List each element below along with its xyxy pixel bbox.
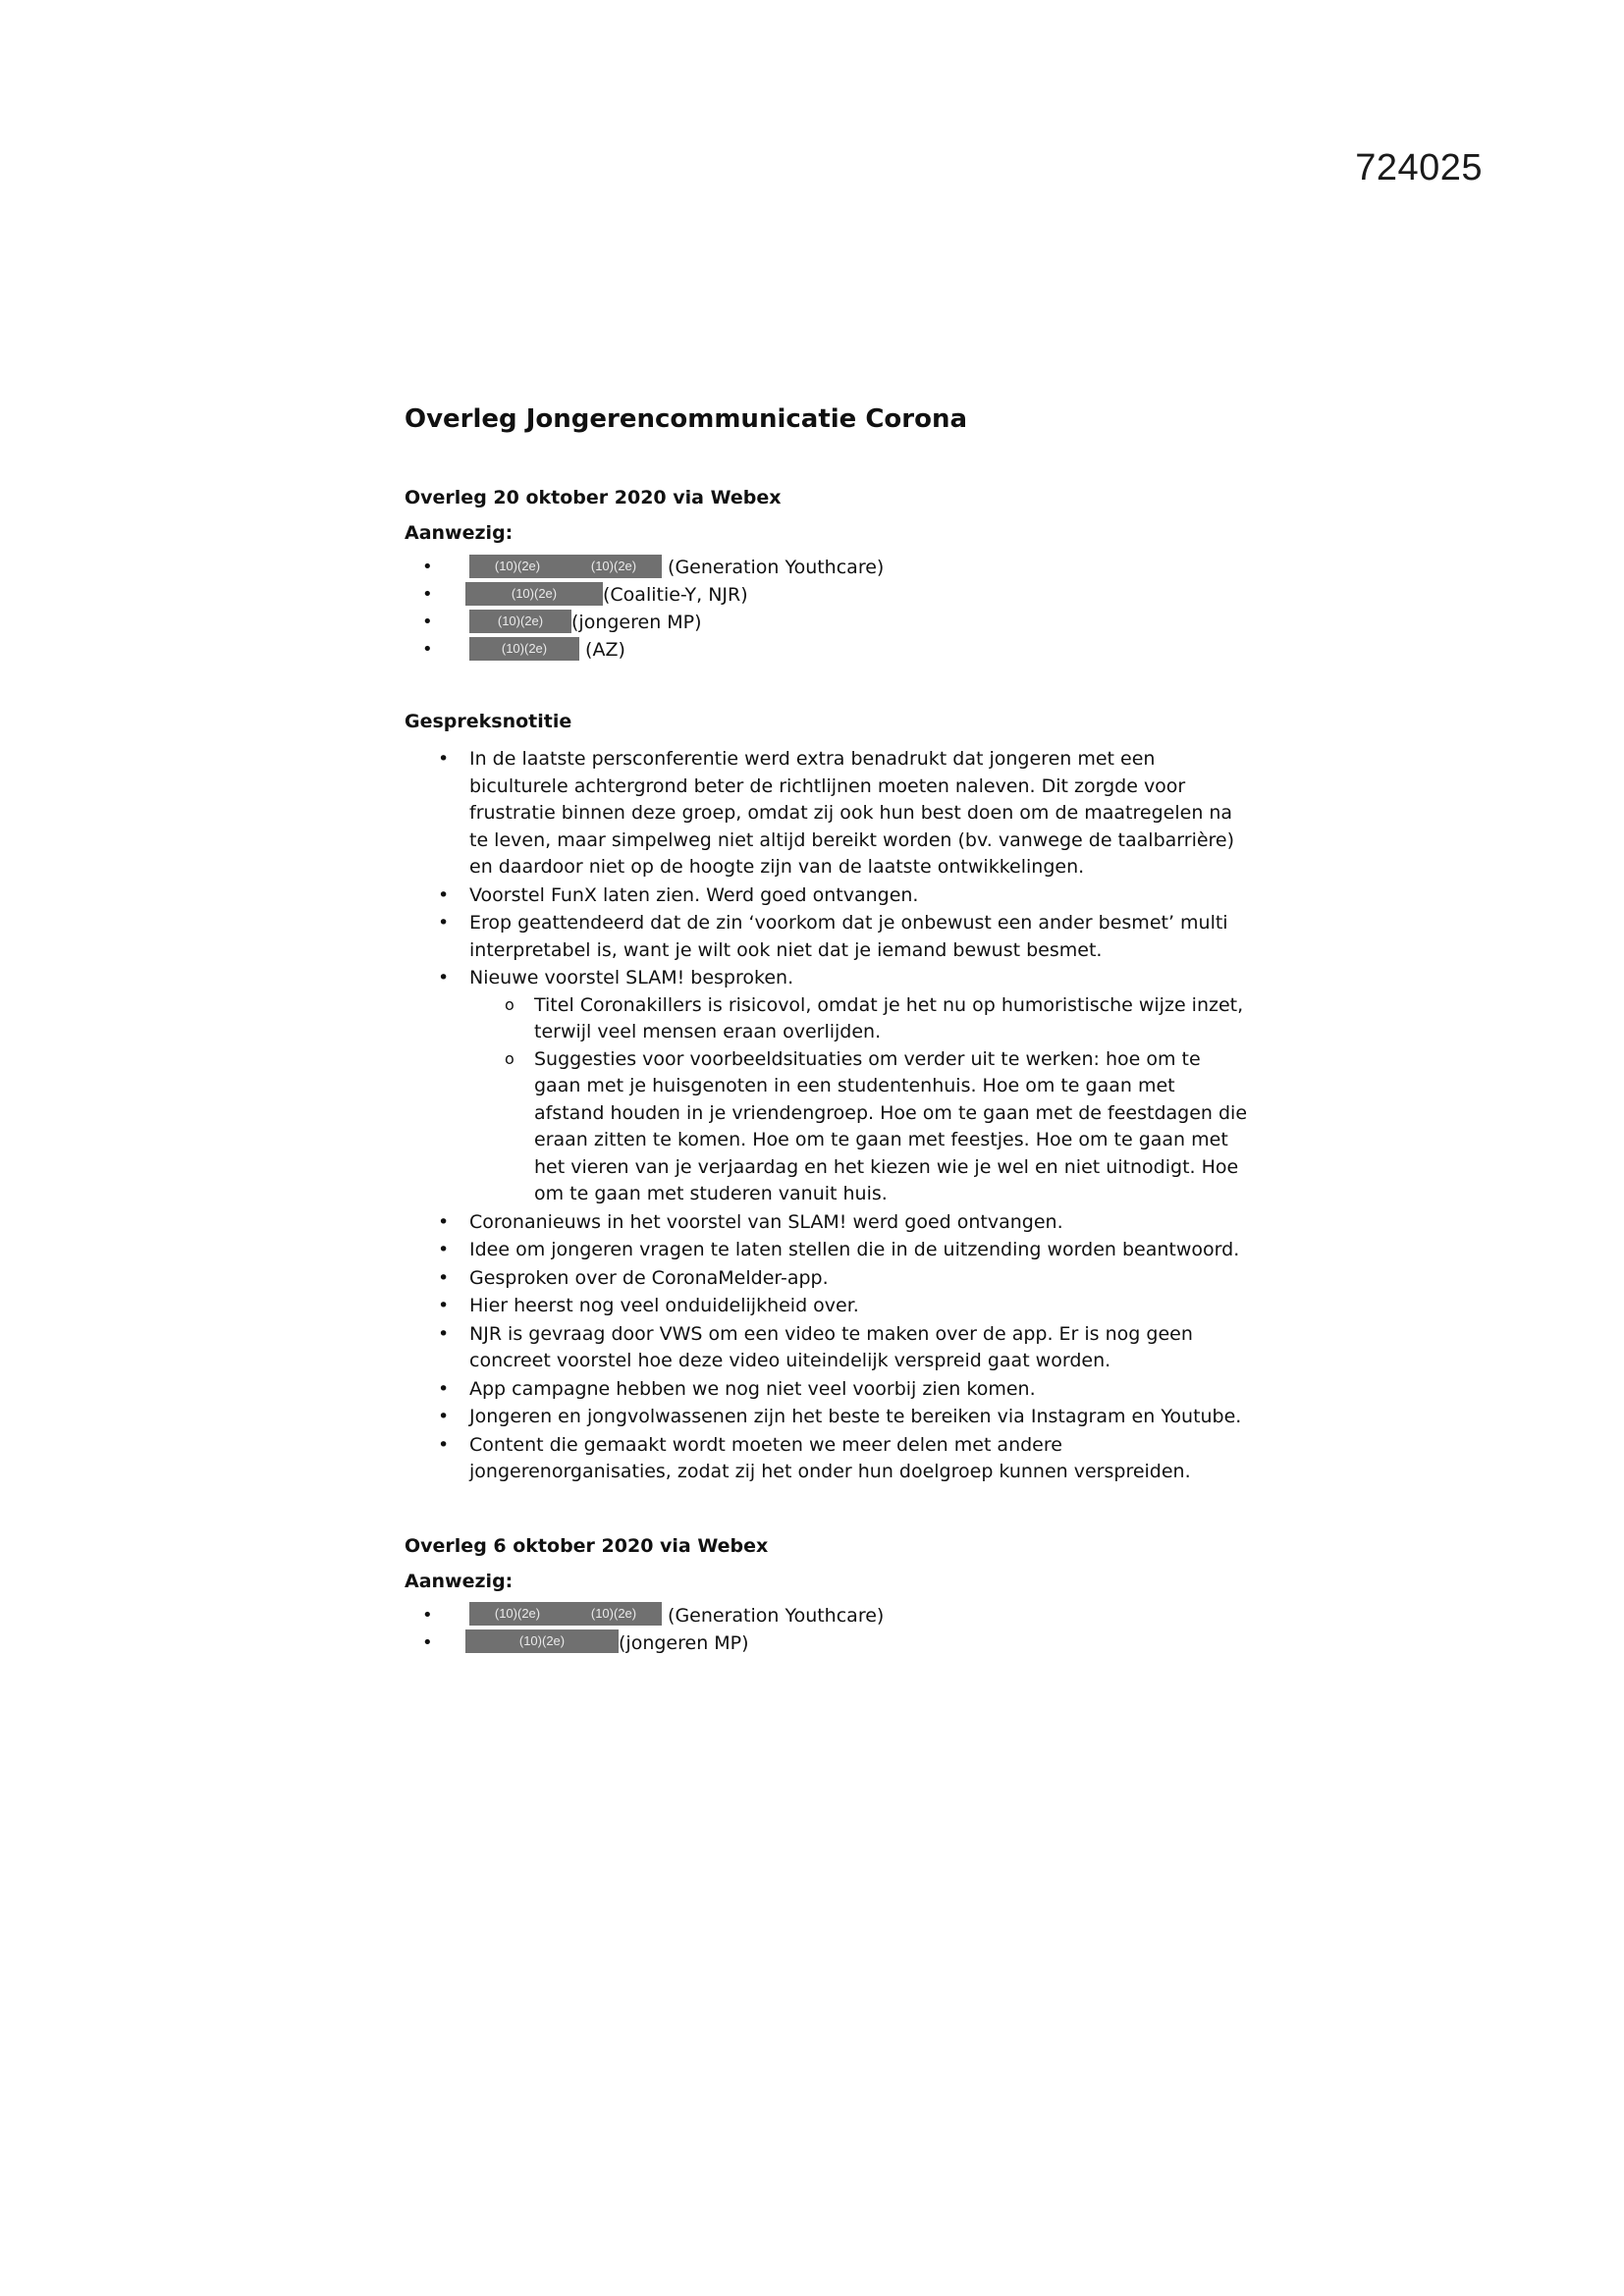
note-item	[405, 965, 1249, 1208]
notes-list	[405, 746, 1249, 1486]
attendee-org: (Generation Youthcare)	[662, 557, 885, 578]
notes-heading: Gespreksnotitie	[405, 711, 572, 732]
note-item: • Jongeren en jongvolwassenen zijn het beste te bereiken via Instagram en Youtube.	[405, 1404, 1249, 1431]
subnote-item: o Titel Coronakillers is risicovol, omdat je het nu op humoristische wijze inzet, terwijl veel mensen eraan overlijden.	[469, 992, 1249, 1046]
redaction-block: • (10)(2e) (10)(2e)	[469, 1602, 662, 1626]
present-label-1: Aanwezig:	[405, 522, 514, 544]
redaction-block: • (10)(2e) (10)(2e)	[469, 555, 662, 578]
page-title: Overleg Jongerencommunicatie Corona	[405, 404, 968, 434]
note-item: • Erop geattendeerd dat de zin ‘voorkom dat je onbewust een ander besmet’ multi interpretabel is, want je wilt ook niet dat je iemand bewust besmet.	[405, 910, 1249, 964]
attendee-org: (jongeren MP)	[571, 612, 702, 633]
document-number: 724025	[1355, 147, 1483, 188]
attendee-item	[405, 1602, 1249, 1629]
redaction-block: • (10)(2e)	[469, 610, 571, 633]
redaction-block: • (10)(2e)	[465, 1629, 619, 1653]
meeting-heading-1: Overleg 20 oktober 2020 via Webex	[405, 487, 782, 508]
note-item: • Content die gemaakt wordt moeten we meer delen met andere jongerenorganisaties, zodat zij het onder hun doelgroep kunnen verspreiden.	[405, 1432, 1249, 1486]
attendee-org: (Generation Youthcare)	[662, 1604, 885, 1627]
attendee-list-2	[405, 1602, 1249, 1657]
attendee-org: (jongeren MP)	[619, 1631, 749, 1654]
attendee-item	[405, 609, 1249, 636]
attendee-item	[405, 1629, 1249, 1657]
note-item: • Idee om jongeren vragen te laten stellen die in de uitzending worden beantwoord.	[405, 1237, 1249, 1264]
meeting-heading-2: Overleg 6 oktober 2020 via Webex	[405, 1534, 769, 1557]
redaction-block: • (10)(2e)	[465, 582, 603, 606]
note-text: Nieuwe voorstel SLAM! besproken.	[469, 967, 794, 988]
note-item: • Gesproken over de CoronaMelder-app.	[405, 1265, 1249, 1293]
attendee-org: (AZ)	[579, 639, 625, 661]
document-body	[405, 402, 1249, 1657]
note-item: • Hier heerst nog veel onduidelijkheid over.	[405, 1293, 1249, 1320]
note-item: • NJR is gevraag door VWS om een video te maken over de app. Er is nog geen concreet voorstel hoe deze video uiteindelijk verspreid gaat worden.	[405, 1321, 1249, 1375]
attendee-item	[405, 554, 1249, 581]
attendee-item	[405, 581, 1249, 609]
subnote-list	[469, 992, 1249, 1208]
note-item: • App campagne hebben we nog niet veel voorbij zien komen.	[405, 1376, 1249, 1404]
note-item: • In de laatste persconferentie werd extra benadrukt dat jongeren met een biculturele achtergrond beter de richtlijnen moeten naleven. Dit zorgde voor frustratie binnen deze groep, omdat zij ook hun best doen om de maatregelen na te leven, maar simpelweg niet altijd bereikt worden (bv. vanwege de taalbarrière) en daardoor niet op de hoogte zijn van de laatste ontwikkelingen.	[405, 746, 1249, 881]
redaction-block: • (10)(2e)	[469, 637, 579, 661]
subnote-item: o Suggesties voor voorbeeldsituaties om verder uit te werken: hoe om te gaan met je huisgenoten in een studentenhuis. Hoe om te gaan met afstand houden in je vriendengroep. Hoe om te gaan met de feestdagen die eraan zitten te komen. Hoe om te gaan met feestjes. Hoe om te gaan met het vieren van je verjaardag en het kiezen wie je wel en niet uitnodigt. Hoe om te gaan met studeren vanuit huis.	[469, 1046, 1249, 1208]
present-label-2: Aanwezig:	[405, 1570, 514, 1592]
attendee-item	[405, 636, 1249, 664]
note-item: • Coronanieuws in het voorstel van SLAM! werd goed ontvangen.	[405, 1209, 1249, 1237]
attendee-list-1	[405, 554, 1249, 664]
note-item: • Voorstel FunX laten zien. Werd goed ontvangen.	[405, 882, 1249, 910]
attendee-org: (Coalitie-Y, NJR)	[603, 584, 748, 606]
